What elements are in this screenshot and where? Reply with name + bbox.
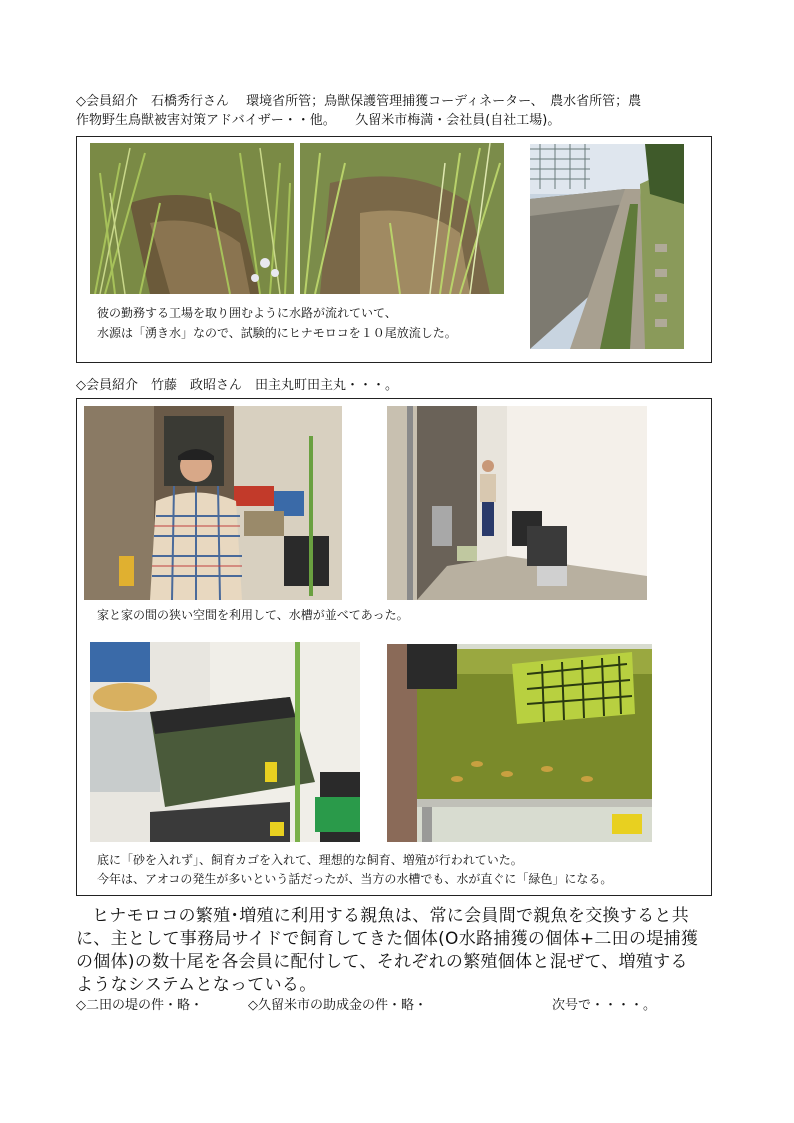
- section1-heading-line1: ◇会員紹介 石橋秀行さん 環境省所管；鳥獣保護管理捕獲コーディネーター、 農水省所管；農: [76, 94, 642, 109]
- body-paragraph-line2: に、主として事務局サイドで飼育してきた個体(O水路捕獲の個体+二田の堤捕獲: [76, 929, 699, 949]
- body-paragraph-line4: ようなシステムとなっている。: [76, 975, 317, 995]
- section2-caption-bottom-line1: 底に「砂を入れず」、飼育カゴを入れて、理想的な飼育、増殖が行われていた。: [97, 853, 523, 867]
- section2-heading: ◇会員紹介 竹藤 政昭さん 田主丸町田主丸・・・。: [76, 378, 398, 393]
- section1-caption-line2: 水源は「湧き水」なので、試験的にヒナモロコを１０尾放流した。: [97, 326, 457, 340]
- photo-channel-grass-left: [90, 143, 294, 294]
- photo-green-aquarium: [387, 644, 652, 842]
- photo-aquarium-setup-left: [90, 642, 360, 842]
- footer-note-subsidy: ◇久留米市の助成金の件・略・: [248, 998, 427, 1013]
- section1-caption-line1: 彼の勤務する工場を取り囲むように水路が流れていて、: [97, 306, 397, 320]
- section2-caption-top: 家と家の間の狭い空間を利用して、水槽が並べてあった。: [97, 608, 409, 622]
- photo-member-portrait: [84, 406, 342, 600]
- section1-photo-frame: [76, 136, 712, 363]
- section2-photo-frame: [76, 398, 712, 896]
- photo-channel-water-middle: [300, 143, 504, 294]
- body-paragraph-line3: の個体)の数十尾を各会員に配付して、それぞれの繁殖個体と混ぜて、増殖する: [76, 952, 688, 972]
- section1-heading-line2: 作物野生鳥獣被害対策アドバイザー・・他。 久留米市梅満・会社員(自社工場)。: [76, 113, 561, 128]
- section2-caption-bottom-line2: 今年は、アオコの発生が多いという話だったが、当方の水槽でも、水が直ぐに「緑色」になる。: [97, 872, 613, 886]
- body-paragraph-line1: ヒナモロコの繁殖･増殖に利用する親魚は、常に会員間で親魚を交換すると共: [92, 906, 689, 926]
- footer-note-next-issue: 次号で・・・・。: [552, 998, 657, 1013]
- footer-note-futada: ◇二田の堤の件・略・: [76, 998, 203, 1013]
- photo-concrete-waterway: [530, 144, 684, 349]
- photo-alley-aquariums: [387, 406, 647, 600]
